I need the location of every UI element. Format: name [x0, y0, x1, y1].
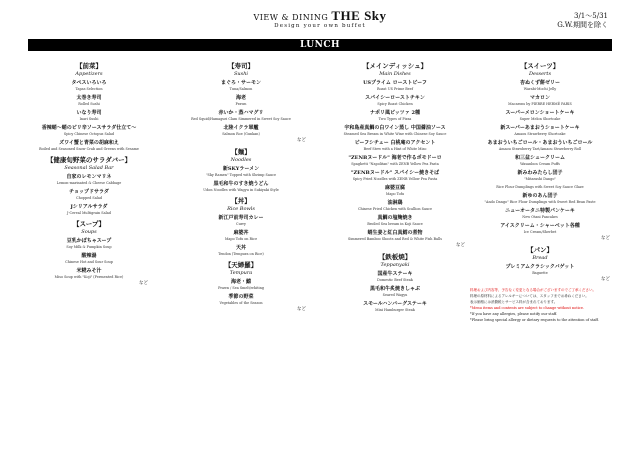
menu-item-english: Amaou Strawberry Shortcake: [514, 132, 566, 136]
menu-item-name: スモールハンバーグステーキ: [363, 301, 427, 307]
section-subtitle: Appetizers: [75, 71, 103, 77]
menu-item-english: Inari Sushi: [79, 117, 99, 121]
menu-item: [30, 125, 148, 137]
menu-item: [470, 193, 610, 205]
menu-item-name: チョップドサラダ: [69, 189, 109, 195]
menu-item: [325, 271, 465, 283]
menu-item-name: 国産牛ステーキ: [377, 271, 413, 277]
menu-item-name: 麻婆豆腐: [384, 185, 405, 191]
logo-brand: THE Sky: [331, 8, 387, 23]
menu-item-english: Salmon Roe (Gunkan): [222, 132, 260, 136]
menu-item-english: Mapo Tofu: [385, 192, 405, 196]
menu-item-name: 太巻き寿司: [76, 95, 102, 101]
menu-item-english: Spicy Fried Noodles with ZENB Yellow Pea Pasta: [352, 177, 438, 181]
menu-item-name: 真鯛の塩麹焼き: [377, 215, 413, 221]
menu-item-name: 油淋鶏: [387, 200, 403, 206]
menu-item-name: Jシリアルサラダ: [70, 204, 108, 210]
menu-item-name: 豆乳かぼちゃスープ: [66, 238, 112, 244]
section-title: 【寿司】: [228, 62, 254, 70]
menu-item-english: Roast US Prime Beef: [376, 87, 414, 91]
menu-item-english: "Ando Dango" Rice Flour Dumplings with Sweet Red Bean Paste: [484, 200, 596, 204]
menu-item-english: J-Cereal Multigrain Salad: [67, 211, 111, 215]
menu-item-english: Broiled Sea bream in Koji Sauce: [367, 222, 423, 226]
menu-column-3: [325, 62, 465, 317]
menu-section: [470, 246, 610, 283]
section-title: 【健康旬野菜のサラダバー】: [46, 156, 132, 164]
menu-item-english: Tuna/Salmon: [229, 87, 253, 91]
menu-item-english: Super Melon Shortcake: [519, 117, 561, 121]
menu-title: LUNCH: [299, 40, 341, 50]
menu-item-english: Chinese Fried Chicken with Scallion Sauce: [357, 207, 433, 211]
section-title: 【天婦羅】: [224, 261, 258, 269]
menu-item-english: Chopped Salad: [75, 196, 103, 200]
menu-section: [470, 62, 610, 242]
note-line: *Please bring special allergy or dietary requests to the attention of staff.: [470, 318, 599, 322]
logo-subtitle: Design your own buffet: [274, 23, 366, 29]
menu-item-english: Chinese Hot and Sour Soup: [65, 260, 113, 264]
menu-item-english: Boiled and Seasoned Snow Crab and Greens with Sesame: [39, 147, 139, 151]
menu-item: [325, 215, 465, 227]
menu-section: [325, 62, 465, 249]
menu-item: [176, 215, 306, 227]
menu-item-english: Beef Stew with a Hint of White Miso: [363, 147, 427, 151]
menu-item-name: 海老: [235, 95, 246, 101]
menu-item-english: Mapo Tofu on Rice: [224, 237, 258, 241]
menu-item-name: 自家のレモンマリネ: [66, 174, 112, 180]
menu-item: [325, 155, 465, 167]
menu-title-bar: [28, 39, 612, 51]
menu-item: [470, 264, 610, 276]
menu-item-name: 新SKYラーメン: [222, 166, 260, 172]
menu-item-english: Spicy Chinese Octopus Salad: [63, 132, 115, 136]
section-title: 【鉄板焼】: [378, 253, 412, 261]
menu-item-name: 新スーパーあまおうショートケーキ: [500, 125, 580, 131]
etc-label: など: [601, 277, 610, 282]
section-title: 【メインディッシュ】: [362, 62, 428, 70]
menu-item-name: ビーフシチュー 白桃庵のアクセント: [354, 140, 436, 146]
section-subtitle: Bread: [532, 255, 548, 261]
section-title: 【前菜】: [76, 62, 102, 70]
note-line: 表示価格には消費税とサービス料が含まれております。: [470, 300, 558, 304]
notes-block: [470, 287, 610, 323]
menu-item-name: タペスいろいろ: [71, 80, 107, 86]
section-title: 【丼】: [231, 197, 251, 205]
menu-item-name: 宇和島産真鯛の白ワイン蒸し 中国醤油ソース: [344, 125, 446, 131]
menu-item-english: Tapas Selection: [75, 87, 103, 91]
menu-item-english: Baguette: [532, 271, 548, 275]
menu-item-english: Amaou Strawberry Tart/Amaou Strawberry Roll: [498, 147, 582, 151]
etc-label: など: [297, 138, 306, 143]
menu-column-4: [470, 62, 610, 323]
menu-item: [30, 80, 148, 92]
menu-item: [470, 223, 610, 235]
menu-item-name: いなり寿司: [76, 110, 102, 116]
note-line: 料理および内容等、予告なく変更となる場合がございますのでご了承ください。: [470, 288, 596, 292]
menu-item-english: Lemon-marinated & Cheese Cabbage: [56, 181, 122, 185]
menu-item-name: 黒毛和牛のすき焼うどん: [213, 181, 269, 187]
menu-item: [176, 110, 306, 122]
menu-item: [470, 208, 610, 220]
menu-item-english: Curry: [236, 222, 246, 226]
menu-item-english: Rice Flour Dumplings with Sweet Soy Sauce Glaze: [496, 185, 584, 189]
menu-section: [30, 156, 148, 216]
menu-item-name: プレミアムクラシックバゲット: [505, 264, 575, 270]
menu-item: [30, 253, 148, 265]
menu-item-name: 赤いか・蒸ハマグリ: [218, 110, 264, 116]
menu-item: [30, 189, 148, 201]
etc-label: など: [456, 243, 465, 248]
menu-item-english: Rolled Sushi: [78, 102, 100, 106]
menu-item-name: ナポリ風ピッツァ 2種: [370, 110, 420, 116]
menu-item-name: 麻婆丼: [233, 230, 249, 236]
menu-item: [30, 95, 148, 107]
menu-item: [176, 245, 306, 257]
restaurant-logo: [0, 8, 640, 29]
menu-item: [470, 185, 610, 190]
menu-item-name: 新江戸前寿司カレー: [218, 215, 264, 221]
menu-item-name: 酸辣湯: [81, 253, 97, 259]
menu-item-name: マカロン: [529, 95, 550, 101]
etc-label: など: [139, 281, 148, 286]
menu-item: [325, 140, 465, 152]
menu-item: [325, 230, 465, 242]
period-block: [557, 12, 608, 30]
section-subtitle: Noodles: [230, 157, 252, 163]
menu-item-name: 杏ぬくず餅ゼリー: [519, 80, 560, 86]
menu-item: [30, 110, 148, 122]
menu-section: [176, 197, 306, 257]
menu-item-english: New Otani Pancakes: [522, 215, 558, 219]
menu-item: [30, 174, 148, 186]
menu-item-name: 黒毛和牛炙焼きしゃぶ: [369, 286, 420, 292]
section-title: 【スイーツ】: [520, 62, 560, 70]
menu-item-name: 北陸イクラ軍艦: [223, 125, 259, 131]
menu-item: [325, 110, 465, 122]
menu-item-english: Two Types of Pizza: [378, 117, 412, 121]
menu-item: [470, 125, 610, 137]
menu-section: [30, 220, 148, 287]
menu-item-english: Simmered Bamboo Shoots and Red & White Fish Balls: [348, 237, 442, 241]
menu-column-2: [176, 62, 306, 317]
menu-item: [176, 279, 306, 291]
etc-label: など: [297, 307, 306, 312]
menu-item: [30, 238, 148, 250]
section-subtitle: Sushi: [233, 71, 249, 77]
period-note: G.W.期間を除く: [557, 21, 608, 29]
menu-item-name: 新ゆのあん団子: [522, 193, 558, 199]
menu-item-english: Ice Cream/Sherbet: [523, 230, 557, 234]
menu-section: [176, 148, 306, 193]
menu-item-english: "Mitarashi Dango": [524, 177, 556, 181]
period-dates: 3/1～5/31: [574, 12, 608, 20]
section-subtitle: Soups: [81, 229, 97, 235]
logo-main: VIEW & DINING: [253, 13, 329, 22]
menu-item: [176, 80, 306, 92]
section-subtitle: Seasonal Salad Bar: [64, 165, 114, 171]
menu-item-name: 蛸生姜と紅白真鱈の煮物: [367, 230, 423, 236]
menu-item-name: 新みわみたらし団子: [517, 170, 563, 176]
section-title: 【麺】: [231, 148, 251, 156]
menu-item: [176, 125, 306, 137]
menu-item: [30, 268, 148, 280]
menu-item-english: "Sky Ramen" Topped with Shrimp Sauce: [206, 173, 276, 177]
menu-section: [30, 62, 148, 152]
menu-item-name: 季節の野菜: [228, 294, 254, 300]
menu-item: [325, 301, 465, 313]
menu-item-name: 天丼: [235, 245, 246, 251]
note-line: *Menu items and contents are subject to change without notice.: [470, 306, 585, 310]
menu-item-english: Warabi-Mochi Jelly: [523, 87, 557, 91]
etc-label: など: [601, 236, 610, 241]
menu-item-name: まぐろ・サーモン: [220, 80, 261, 86]
menu-item: [325, 80, 465, 92]
menu-item-english: Macarons by PIERRE HERMÉ PARIS: [508, 102, 572, 106]
menu-item: [325, 286, 465, 298]
menu-item-english: Vegetables of the Season: [219, 301, 263, 305]
menu-item-english: Domestic Beef Steak: [377, 278, 413, 282]
menu-item: [470, 140, 610, 152]
note-line: *If you have any allergies, please notify our staff.: [470, 312, 558, 316]
menu-item-english: Spaghetti "Napolitan" with ZENB Yellow Pea Pasta: [351, 162, 439, 166]
menu-item-name: あまおういちごロール・あまおういちごロール: [487, 140, 593, 146]
menu-item: [470, 155, 610, 167]
menu-item-english: Soy Milk & Pumpkin Soup: [66, 245, 112, 249]
menu-item: [470, 110, 610, 122]
menu-item-english: Miso Soup with "Koji" (Fermented Rice): [54, 275, 124, 279]
menu-item: [470, 170, 610, 182]
menu-section: [176, 261, 306, 313]
section-title: 【スープ】: [73, 220, 105, 228]
menu-item-name: アイスクリーム・シャーベット各種: [500, 223, 580, 229]
menu-item: [325, 200, 465, 212]
menu-item-english: Prawn / Sea Smelt/whiting: [218, 286, 264, 290]
menu-item-name: "ZENBヌードル" 海老で作るポモドーロ: [348, 155, 442, 161]
menu-item-english: Seared Wagyu: [382, 293, 408, 297]
menu-item-english: Wasanbon Cream Puffs: [520, 162, 560, 166]
section-subtitle: Desserts: [528, 71, 552, 77]
menu-section: [176, 62, 306, 144]
menu-item: [176, 294, 306, 306]
menu-item-english: Red Squid/Hamaguri Clam Simmered in Sweet Soy Sauce: [191, 117, 291, 121]
note-line: 料理の原材料によるアレルギーについては、スタッフまでお尋ねください。: [470, 294, 589, 298]
menu-item-name: 海老・鱚: [230, 279, 251, 285]
logo-mark: [0, 8, 640, 24]
menu-item-name: 米糀みそ汁: [76, 268, 102, 274]
menu-item-name: "ZENBヌードル" スパイシー焼きそば: [350, 170, 440, 176]
menu-item: [325, 125, 465, 137]
menu-item: [325, 95, 465, 107]
menu-item-english: Mini Hamburger Steak: [375, 308, 415, 312]
menu-item-name: ニューオータニ特製パンケーキ: [505, 208, 575, 214]
section-subtitle: Teppanyaki: [380, 262, 410, 268]
section-subtitle: Tempura: [229, 270, 253, 276]
menu-item-english: Udon Noodles with Wagyu in Sukiyaki Style: [203, 188, 279, 192]
section-title: 【パン】: [527, 246, 553, 254]
menu-item: [176, 95, 306, 107]
menu-item: [30, 204, 148, 216]
section-subtitle: Main Dishes: [379, 71, 411, 77]
menu-item-name: 和三盆シュークリーム: [515, 155, 565, 161]
menu-section: [325, 253, 465, 313]
menu-item-english: Spicy Roast Chicken: [377, 102, 413, 106]
menu-item: [470, 95, 610, 107]
menu-item: [176, 181, 306, 193]
menu-item-name: USプライム ローストビーフ: [363, 80, 427, 86]
menu-item: [30, 140, 148, 152]
menu-item-english: Steamed Sea Bream in White Wine with Chinese Soy Sauce: [343, 132, 447, 136]
section-subtitle: Rice Bowls: [227, 206, 255, 212]
menu-item-english: Prawn: [235, 102, 247, 106]
menu-item-name: スパイシーローストチキン: [365, 95, 425, 101]
menu-item: [470, 80, 610, 92]
menu-item: [176, 166, 306, 178]
menu-item-name: スーパーメロンショートケーキ: [505, 110, 575, 116]
menu-item: [325, 185, 465, 197]
menu-item-english: Tendon (Tempura on Rice): [218, 252, 264, 256]
menu-column-1: [30, 62, 148, 291]
menu-item: [325, 170, 465, 182]
menu-item-name: 香辣蛸〜蛸のピリ辛ソースサラダ仕立て〜: [41, 125, 137, 131]
menu-item: [176, 230, 306, 242]
menu-item-name: ズワイ蟹と青菜の胡麻和え: [59, 140, 119, 146]
